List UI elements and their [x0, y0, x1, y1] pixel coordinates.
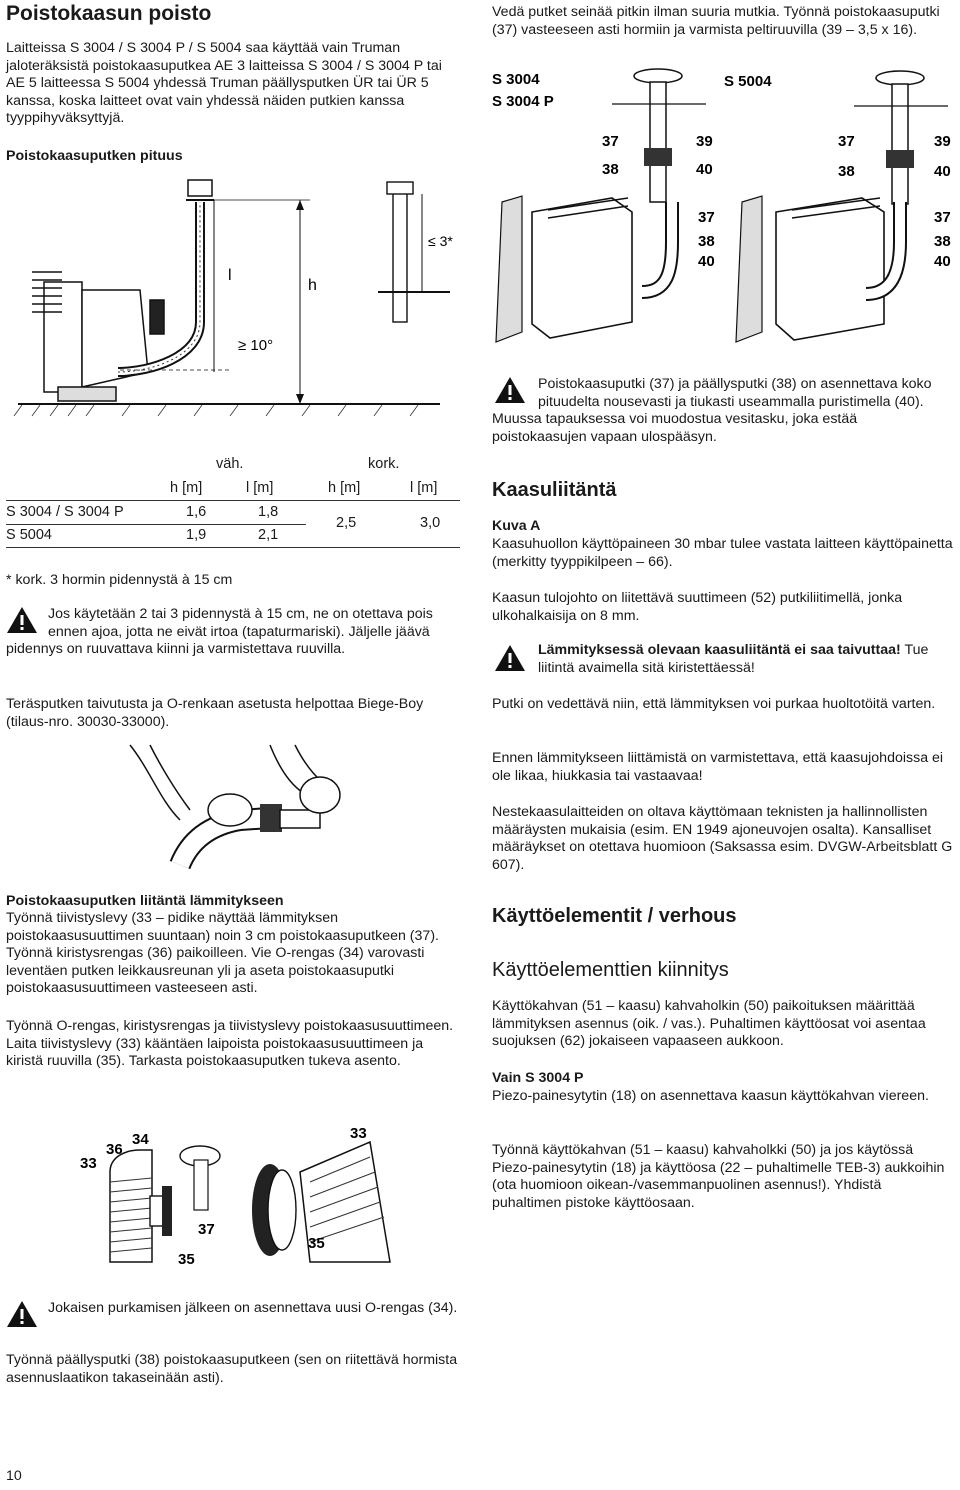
only-s3004p: Vain S 3004 P	[492, 1070, 584, 1086]
svg-text:38: 38	[698, 233, 715, 250]
svg-text:39: 39	[696, 133, 713, 150]
svg-text:37: 37	[698, 209, 715, 226]
gas-paragraph-1: Kaasuhuollon käyttöpaineen 30 mbar tulee vastata laitteen käyttöpainetta (merkitty tyyppikilpeen – 66).	[492, 536, 953, 570]
svg-text:37: 37	[934, 209, 951, 226]
table-min-label: väh.	[216, 456, 244, 472]
page-number: 10	[6, 1468, 22, 1484]
table-max-label: kork.	[368, 456, 400, 472]
page-title: Poistokaasun poisto	[6, 2, 212, 25]
label-35-right: 35	[308, 1235, 325, 1252]
label-h: h	[308, 277, 317, 294]
final-paragraph: Työnnä päällysputki (38) poistokaasuputkeen (sen on riitettävä hormista asennuslaatikon takaseinään asti).	[6, 1352, 458, 1386]
seal-assembly-diagram	[70, 1112, 450, 1277]
label-s3004: S 3004	[492, 71, 540, 88]
label-angle: ≥ 10°	[238, 337, 274, 354]
controls-paragraph-3: Työnnä käyttökahvan (51 – kaasu) kahvaholkki (50) ja jos käytössä Piezo-painesytytin (18) ja käyttöosa (22 – puhaltimelle TEB-3) aukkoihin (ota huomioon oikean-/vasemmanpuolinen asennus!). Yhdistä puhaltimen pistoke käyttöosaan.	[492, 1142, 945, 1211]
gas-paragraph-3: Putki on vedettävä niin, että lämmityksen voi purkaa huoltotöitä varten.	[492, 696, 936, 712]
connect-paragraph-1: Työnnä tiivistyslevy (33 – pidike näyttää lämmityksen poistokaasusuuttimen suuntaan) noin 3 cm poistokaasuputkeen (37). Työnnä kiristysrengas (36) paikoilleen. Vie O-rengas (34) varovasti leventäen putken leikkausreunan yli ja aseta poistokaasuputki poistokaasusuuttimeen vasteeseen asti.	[6, 910, 439, 997]
label-s3004p: S 3004 P	[492, 93, 554, 110]
table-header-cell: h [m]	[328, 480, 361, 496]
length-heading: Poistokaasuputken pituus	[6, 148, 183, 164]
svg-text:40: 40	[934, 163, 951, 180]
controls-subheading: Käyttöelementtien kiinnitys	[492, 959, 729, 981]
footnote: * kork. 3 hormin pidennystä à 15 cm	[6, 572, 233, 588]
table-cell: 2,1	[258, 527, 279, 543]
gas-heading: Kaasuliitäntä	[492, 479, 617, 501]
pipe-length-diagram	[0, 172, 470, 422]
svg-text:38: 38	[934, 233, 951, 250]
dimensions-table	[6, 454, 460, 548]
routing-paragraph: Vedä putket seinää pitkin ilman suuria mutkia. Työnnä poistokaasuputki (37) vasteeseen asti hormiin ja varmista peltiruuvilla (39 – 3,5 x 16).	[492, 4, 940, 38]
label-l: l	[228, 267, 232, 284]
table-cell: 3,0	[420, 515, 441, 531]
gas-paragraph-5: Nestekaasulaitteiden on oltava käyttömaan teknisten ja hallinnollisten määräysten mukaisia (esim. EN 1949 ajoneuvojen osalta). Kansalliset määräykset on otettava huomioon (Saksassa esim. DVGW-Arbeitsblatt G 607).	[492, 804, 953, 873]
pipe-bending-illustration	[120, 740, 360, 870]
table-row-label: S 3004 / S 3004 P	[6, 504, 124, 520]
label-33-left: 33	[80, 1155, 97, 1172]
table-cell: 1,9	[186, 527, 207, 543]
svg-text:38: 38	[602, 161, 619, 178]
table-header-cell: h [m]	[170, 480, 203, 496]
heater-unit	[44, 282, 164, 401]
svg-text:40: 40	[698, 253, 715, 270]
table-cell: 2,5	[336, 515, 357, 531]
label-36: 36	[106, 1141, 123, 1158]
table-row-label: S 5004	[6, 527, 52, 543]
warning-gas-bend: Lämmityksessä olevaan kaasuliitäntä ei saa taivuttaa! Tue liitintä avaimella sitä kiristettäessä!	[538, 642, 929, 676]
connect-heading: Poistokaasuputken liitäntä lämmitykseen	[6, 893, 284, 909]
label-34: 34	[132, 1131, 149, 1148]
controls-paragraph-2: Piezo-painesytytin (18) on asennettava kaasun käyttökahvan viereen.	[492, 1088, 929, 1104]
warning-oring: Jokaisen purkamisen jälkeen on asennettava uusi O-rengas (34).	[48, 1300, 458, 1316]
controls-heading: Käyttöelementit / verhous	[492, 905, 737, 927]
warning-extensions: Jos käytetään 2 tai 3 pidennystä à 15 cm, ne on otettava pois ennen ajoa, jotta ne eivät irtoa (tapaturmariski). Jäljelle jäävä pidennys on ruuvattava kiinni ja varmistettava ruuvilla.	[6, 606, 433, 658]
svg-text:37: 37	[838, 133, 855, 150]
connect-paragraph-2: Työnnä O-rengas, kiristysrengas ja tiivistyslevy poistokaasusuuttimeen. Laita tiivistyslevy (33) kääntäen laipoista poistokaasusuuttimeen ja kiristä ruuvilla (35). Tarkasta poistokaasuputken tukeva asento.	[6, 1018, 454, 1070]
warning-pipe-slope: Poistokaasuputki (37) ja päällysputki (38) on asennettava koko pituudelta nousevasti ja tiukasti useammalla puristimella (40). Muussa tapauksessa voi muodostua vesitasku, joka estää poistokaasujen vapaan ulospääsyn.	[492, 376, 932, 445]
table-header-cell: l [m]	[246, 480, 274, 496]
label-37: 37	[198, 1221, 215, 1238]
table-header-cell: l [m]	[410, 480, 438, 496]
intro-paragraph: Laitteissa S 3004 / S 3004 P / S 5004 saa käyttää vain Truman jaloteräksistä poistokaasuputkea AE 3 laitteissa S 3004 / S 3004 P tai AE 5 laitteessa S 5004 yhdessä Truman päällysputken ÜR tai ÜR 5 kanssa, koska laitteet ovat vain yhdessä näiden putkien kanssa tyyppihyväksyttyjä.	[6, 40, 442, 127]
gas-paragraph-2: Kaasun tulojohto on liitettävä suuttimeen (52) putkiliitimellä, jonka ulkohalkaisija on 8 mm.	[492, 590, 903, 624]
svg-text:40: 40	[934, 253, 951, 270]
gas-paragraph-4: Ennen lämmitykseen liittämistä on varmistettava, että kaasujohdoissa ei ole likaa, hiukkasia tai vastaavaa!	[492, 750, 944, 784]
label-s5004: S 5004	[724, 73, 772, 90]
bend-note: Teräsputken taivutusta ja O-renkaan asetusta helpottaa Biege-Boy (tilaus-nro. 30030-33000).	[6, 696, 424, 730]
figure-a-ref: Kuva A	[492, 518, 541, 534]
svg-text:40: 40	[696, 161, 713, 178]
label-35-left: 35	[178, 1251, 195, 1268]
table-cell: 1,8	[258, 504, 279, 520]
label-extension: ≤ 3*	[428, 233, 453, 249]
svg-text:38: 38	[838, 163, 855, 180]
controls-paragraph-1: Käyttökahvan (51 – kaasu) kahvaholkin (50) paikoituksen määrittää lämmityksen asennus (oik. / vas.). Puhaltimen käyttöosat voi asentaa suojuksen (62) jokaiseen vapaaseen aukkoon.	[492, 998, 926, 1050]
chimney-mounting-diagram	[492, 62, 960, 352]
table-cell: 1,6	[186, 504, 207, 520]
svg-text:37: 37	[602, 133, 619, 150]
label-33-right: 33	[350, 1125, 367, 1142]
svg-text:39: 39	[934, 133, 951, 150]
